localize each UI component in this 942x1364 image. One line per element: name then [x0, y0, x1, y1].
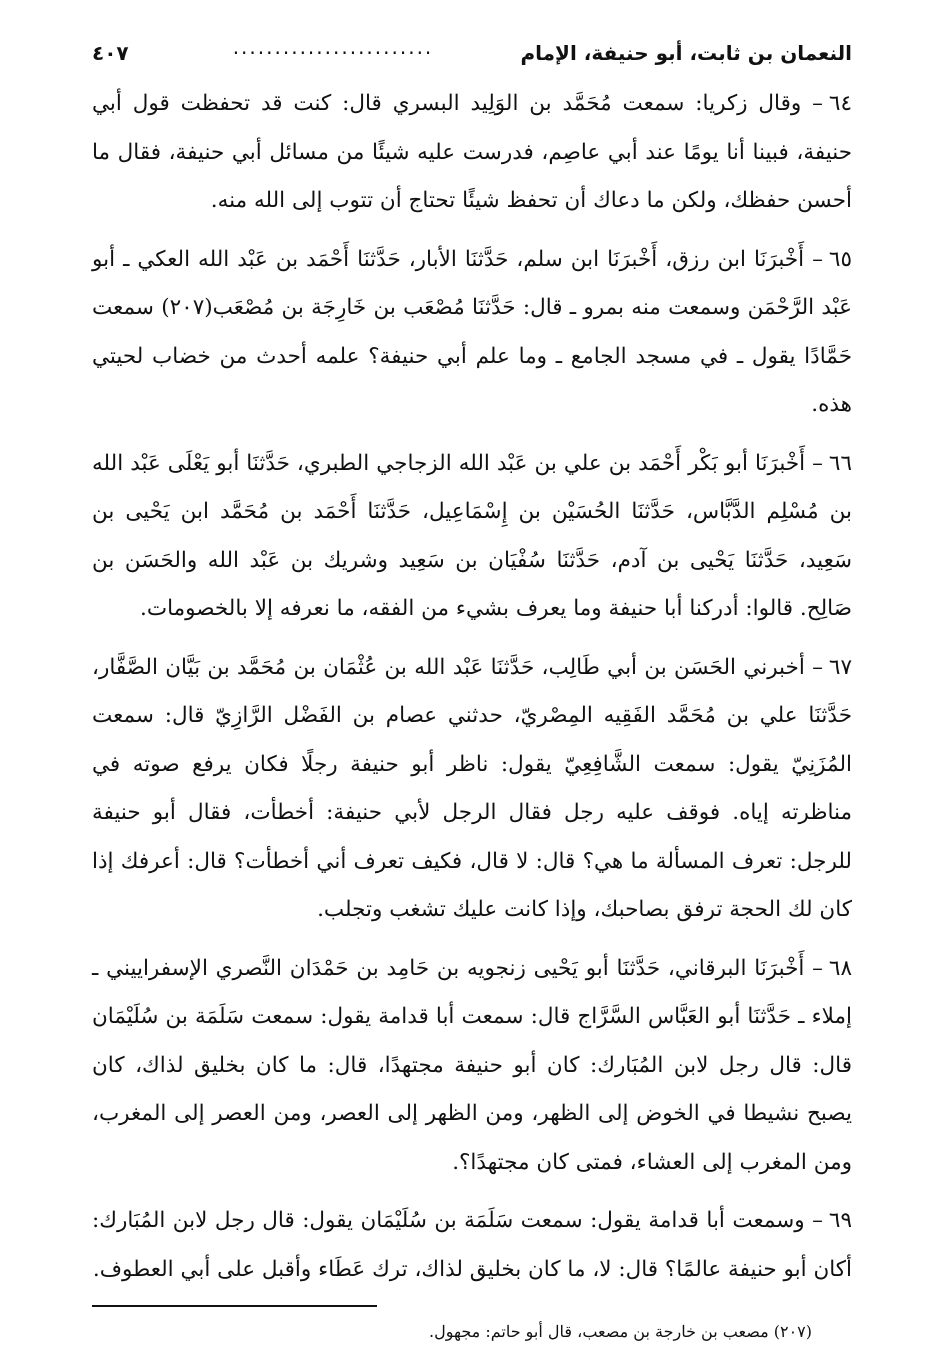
footnote: (٢٠٧) مصعب بن خارجة بن مصعب، قال أبو حاتم: مجهول. — [428, 1322, 812, 1341]
main-text — [92, 80, 852, 1304]
header-leader-dots: ........................ — [232, 35, 434, 59]
paragraph-number: ٦٥ — [828, 246, 852, 272]
running-header — [92, 36, 852, 70]
footnote-divider — [92, 1305, 377, 1307]
header-title: النعمان بن ثابت، أبو حنيفة، الإمام — [520, 41, 852, 65]
paragraph-67 — [92, 644, 852, 935]
paragraph-number: ٦٩ — [828, 1208, 852, 1233]
paragraph-text: – وقال زكريا: سمعت مُحَمَّد بن الوَلِيد البسري قال: كنت قد تحفظت قول أبي حنيفة، فبينا أنا يومًا عند أبي عاصِم، فدرست عليه شيئًا من مسائل أبي حنيفة، فقال ما أحسن حفظك، ولكن ما دعاك أن تحفظ شيئًا تحتاج أن تتوب إلى الله منه. — [92, 91, 852, 213]
paragraph-65 — [92, 236, 852, 430]
paragraph-number: ٦٤ — [828, 91, 852, 116]
paragraph-text: – وسمعت أبا قدامة يقول: سمعت سَلَمَة بن سُلَيْمَان يقول: قال رجل لابن المُبَارك: أكان أبو حنيفة عالمًا؟ قال: لا، ما كان بخليق لذاك، ترك عَطَاء وأقبل على أبي العطوف. — [92, 1208, 852, 1282]
paragraph-66 — [92, 440, 852, 634]
paragraph-number: ٦٧ — [828, 654, 852, 680]
paragraph-68 — [92, 945, 852, 1188]
paragraph-text: – أخبرني الحَسَن بن أبي طَالِب، حَدَّثنَا عَبْد الله بن عُثْمَان بن مُحَمَّد بن بَيَّان الصَّفَّار، حَدَّثنَا علي بن مُحَمَّد الفَقِيه المِصْريّ، حدثني عصام بن الفَضْل الرَّازِيّ قال: سمعت المُزَنِيّ يقول: سمعت الشَّافِعِيّ يقول: ناظر أبو حنيفة رجلًا فكان يرفع صوته في مناظرته إياه. فوقف عليه رجل فقال الرجل لأبي حنيفة: أخطأت، فقال أبو حنيفة للرجل: تعرف المسألة ما هي؟ قال: لا قال، فكيف تعرف أني أخطأت؟ قال: أعرفك إذا كان لك الحجة ترفق بصاحبك، وإذا كانت عليك تشغب وتجلب. — [92, 654, 852, 922]
paragraph-69 — [92, 1197, 852, 1294]
paragraph-64 — [92, 80, 852, 226]
page-number: ٤٠٧ — [92, 41, 129, 65]
paragraph-text: – أَخْبرَنَا ابن رزق، أَخْبرَنَا ابن سلم، حَدَّثنَا الأبار، حَدَّثنَا أَحْمَد بن عَبْد الله العكي ـ أبو عَبْد الرَّحْمَن وسمعت منه بمرو ـ قال: حَدَّثنَا مُصْعَب بن خَارِجَة بن مُصْعَب(٢٠٧) سمعت حَمَّادًا يقول ـ في مسجد الجامع ـ وما علم أبي حنيفة؟ علمه أحدث من خضاب لحيتي هذه. — [92, 246, 852, 417]
paragraph-number: ٦٦ — [828, 450, 852, 476]
paragraph-text: – أَخْبرَنَا أبو بَكْر أَحْمَد بن علي بن عَبْد الله الزجاجي الطبري، حَدَّثنَا أبو يَعْلَى عَبْد الله بن مُسْلِم الدَّبَّاس، حَدَّثنَا الحُسَيْن بن إِسْمَاعِيل، حَدَّثنَا أَحْمَد بن مُحَمَّد ابن يَحْيى بن سَعِيد، حَدَّثنَا يَحْيى بن آدم، حَدَّثنَا سُفْيَان بن سَعِيد وشريك بن عَبْد الله والحَسَن بن صَالِح. قالوا: أدركنا أبا حنيفة وما يعرف بشيء من الفقه، ما نعرفه إلا بالخصومات. — [92, 450, 852, 621]
book-page — [92, 30, 852, 1340]
paragraph-number: ٦٨ — [828, 955, 852, 981]
paragraph-text: – أَخْبرَنَا البرقاني، حَدَّثنَا أبو يَحْيى زنجويه بن حَامِد بن حَمْدَان النَّصري الإسفراييني ـ إملاء ـ حَدَّثنَا أبو العَبَّاس السَّرَّاج قال: سمعت أبا قدامة يقول: سمعت سَلَمَة بن سُلَيْمَان قال: قال رجل لابن المُبَارك: كان أبو حنيفة مجتهدًا، قال: ما كان بخليق لذاك، كان يصبح نشيطا في الخوض إلى الظهر، ومن الظهر إلى العصر، ومن العصر إلى المغرب، ومن المغرب إلى العشاء، فمتى كان مجتهدًا؟. — [92, 955, 852, 1175]
